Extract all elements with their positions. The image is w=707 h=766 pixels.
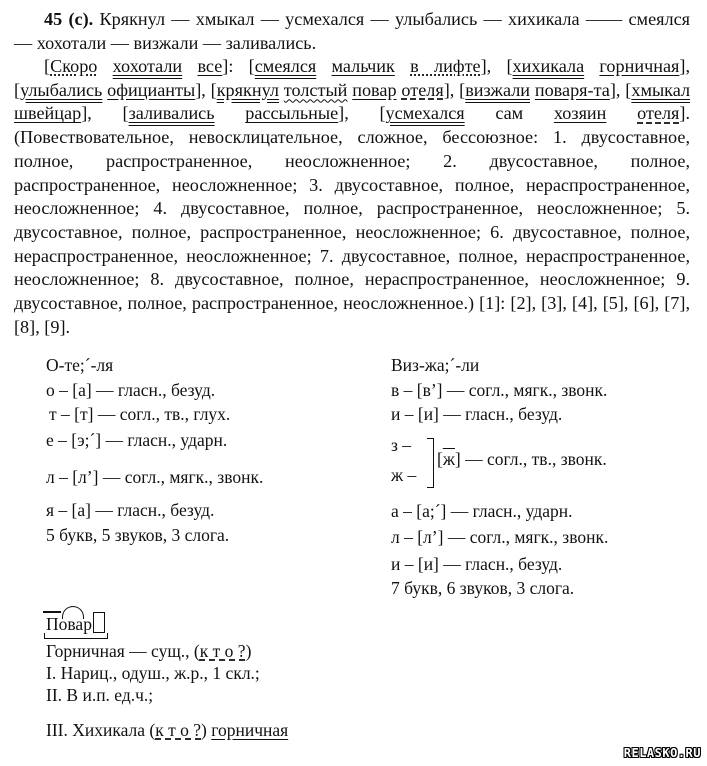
phonetic-row: о – [а] — гласн., безуд. [46,380,216,400]
exercise-header-paragraph [14,8,690,55]
sentence-member: хозяин [553,103,607,124]
sentence-member: хмыкал [631,79,691,100]
sentence-member: горничная [599,56,680,76]
morph-text: Горничная — сущ., ( [46,641,200,661]
sentence-member: усмехался [385,103,465,124]
phonetic-row: я – [а] — гласн., безуд. [46,500,215,520]
watermark: RELASKO.RU [623,746,701,760]
clause: [хмыкал швейцар], [14,79,691,124]
sentence-member: поваря-та [534,79,610,100]
sentence-member: заливались [128,103,215,124]
phonetic-row: а – [а;´] — гласн., ударн. [391,501,573,521]
zero-ending-box [93,612,105,633]
sentence-member: мальчик [331,56,395,76]
stem-mark [44,633,108,639]
subject-word: горничная [211,720,289,740]
question-word: к т о ? [155,720,202,740]
long-sound: ж [442,449,455,469]
morphemic-analysis [46,612,105,635]
clause: [улыбались официанты], [14,79,211,100]
bracket-letter: ж – [391,465,417,485]
phonetic-row: л – [л’] — согл., мягк., звонк. [46,467,264,487]
morph-line-4 [46,720,288,741]
morphemic-word [46,614,92,635]
morph-line-1 [46,641,251,662]
sentence-member: улыбались [20,79,103,100]
phonetic-row: т – [т] — согл., тв., глух. [49,404,231,424]
sentence-member: крякнул [216,79,279,100]
clause: [заливались рассыльные], [122,103,380,124]
phonetic-summary: 5 букв, 5 звуков, 3 слога. [46,525,230,545]
clause: [визжали поваря-та], [459,79,626,100]
sentence-member: все [197,56,223,76]
space [606,103,637,123]
sentence-member: повар [352,79,397,100]
sentence-member: хохотали [112,56,183,76]
space [215,103,246,123]
bracket-letter: з – [391,435,412,455]
phonetic-word: О-те;´-ля [46,355,114,375]
sentence-member: рассыльные [245,103,339,124]
morph-text: III. Хихикала ( [46,720,156,740]
morph-text: ) [201,720,212,740]
bracket-desc-text: ] — согл., тв., звонк. [454,449,607,469]
sentence-member: смеялся [254,56,317,76]
sentence-member: официанты [107,79,196,100]
clause: [Скоро хохотали все]: [44,56,249,76]
sentence-member: отеля [637,103,680,124]
phonetic-summary: 7 букв, 6 звуков, 3 слога. [391,578,575,598]
phonetic-row: и – [и] — гласн., безуд. [391,554,563,574]
morph-text: ) [245,641,252,661]
phonetic-row: л – [л’] — согл., мягк., звонк. [391,527,609,547]
phonetic-row: и – [и] — гласн., безуд. [391,404,563,424]
sentence-member: Скоро [50,56,98,76]
question-word: к т о ? [199,641,246,661]
clause: [смеялся мальчик в лифте], [248,56,507,76]
clause: [усмехался сам хозяин отеля]. [379,103,691,124]
clause: [крякнул толстый повар отеля], [210,79,460,100]
space [97,56,112,76]
prefix-mark [43,611,61,613]
morphemic-word-text: Повар [46,614,92,634]
morph-line-2: I. Нариц., одуш., ж.р., 1 скл.; [46,663,260,683]
space [395,56,410,76]
bracket-line [427,438,434,488]
syntax-analysis-paragraph [14,55,690,339]
phonetic-word: Виз-жа;´-ли [391,355,480,375]
morph-line-3: II. В и.п. ед.ч.; [46,685,154,705]
phonetic-row: в – [в’] — согл., мягк., звонк. [391,380,608,400]
exercise-number: 45 (с). [44,9,94,29]
space [182,56,197,76]
sentence-member: в лифте [410,56,481,76]
sentence-member: швейцар [14,103,82,124]
phonetic-row: е – [э;´] — гласн., ударн. [46,430,228,450]
space [584,56,599,76]
verb-chain: Крякнул — хмыкал — усмехался — улыбались — хихикала —— смеялся — хохотали — визжали — заливались. [14,9,691,53]
sentence-member: толстый [283,79,348,100]
bracket-description: [ж] — согл., тв., звонк. [437,449,607,469]
sentence-member: отеля [401,79,444,100]
space [316,56,331,76]
space: сам [464,103,554,124]
clause: [хихикала горничная], [506,56,691,76]
sentence-member: хихикала [512,56,585,76]
clauses [14,56,690,123]
sentence-description: (Повествовательное, невосклицательное, сложное, бессоюзное: 1. двусоставное, полное, распространенное, неосложненное; 2. двусоставное, полное, распространенное, неосложненное; 3. двусоставное, полное, нераспространенное, неосложненное; 4. двусоставное, полное, распространенное, неосложненное; 5. двусоставное, полное, распространенное, неосложненное; 6. двусоставное, полное, нераспространенное, неосложненное; 7. двусоставное, полное, нераспространенное, неосложненное; 8. двусоставное, полное, нераспространенное, неосложненное; 9. двусоставное, полное, распространенное, неосложненное.) [1]: [2], [3], [4], [5], [6], [7], [8], [9]. [14,127,690,337]
sentence-member: визжали [465,79,531,100]
root-arc [62,606,84,619]
